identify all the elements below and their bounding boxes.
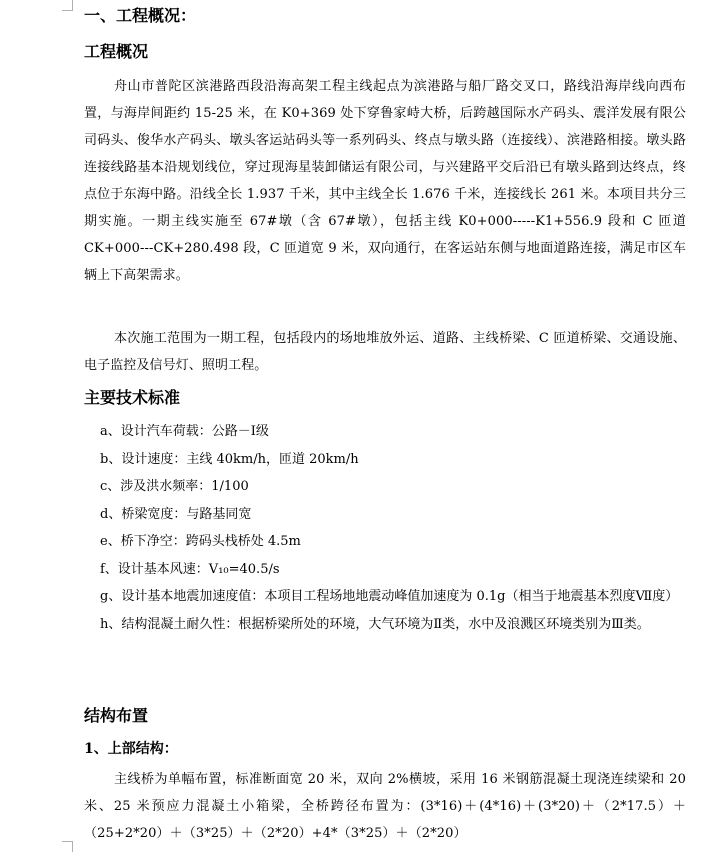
structure-heading: 结构布置 <box>84 706 149 725</box>
crop-mark-bottom <box>62 841 73 852</box>
overview-paragraph-1: 舟山市普陀区滨港路西段沿海高架工程主线起点为滨港路与船厂路交叉口，路线沿海岸线向西布置，与海岸间距约 15-25 米，在 K0+369 处下穿鲁家峙大桥，后跨越国际水产码头、震洋发展有限公司码头、俊华水产码头、墩头客运站码头等一系列码头、终点与墩头路（连接线）、滨港路相接。墩头路连接线路基本沿规划线位，穿过现海星装卸储运有限公司，与兴建路平交后沿已有墩头路到达终点，终点位于东海中路。沿线全长 1.937 千米，其中主线全长 1.676 千米，连接线长 261 米。本项目共分三期实施。一期主线实施至 67#墩（含 67#墩），包括主线 K0+000-----K1+556.9 段和 C 匝道 CK+000---CK+280.498 段，C 匝道宽 9 米，双向通行，在客运站东侧与地面道路连接，满足市区车辆上下高架需求。 <box>84 79 686 283</box>
superstructure-heading: 1、上部结构： <box>84 741 178 757</box>
standard-item-e: e、桥下净空：跨码头栈桥处 4.5m <box>100 534 301 549</box>
standard-item-a: a、设计汽车荷载：公路－Ⅰ级 <box>100 424 269 439</box>
standard-item-h: h、结构混凝土耐久性：根据桥梁所处的环境，大气环境为Ⅱ类，水中及浪溅区环境类别为Ⅲ类。 <box>100 616 650 632</box>
standards-heading: 主要技术标准 <box>84 388 181 407</box>
section-heading: 一、工程概况： <box>84 6 197 25</box>
standard-item-g: g、设计基本地震加速度值：本项目工程场地地震动峰值加速度为 0.1g（相当于地震基本烈度Ⅶ度） <box>100 589 679 604</box>
standards-list <box>84 418 686 638</box>
overview-paragraph-2: 本次施工范围为一期工程，包括段内的场地堆放外运、道路、主线桥梁、C 匝道桥梁、交通设施、电子监控及信号灯、照明工程。 <box>84 331 686 373</box>
overview-heading: 工程概况 <box>84 42 149 61</box>
standard-item-b: b、设计速度：主线 40km/h，匝道 20km/h <box>100 451 359 467</box>
standard-item-f: f、设计基本风速：V₁₀=40.5/s <box>100 561 280 577</box>
standard-item-d: d、桥梁宽度：与路基同宽 <box>100 506 252 522</box>
crop-mark-top <box>62 0 73 11</box>
structure-paragraph: 主线桥为单幅布置，标准断面宽 20 米，双向 2%横坡，采用 16 米钢筋混凝土现浇连续梁和 20 米、25 米预应力混凝土小箱梁，全桥跨径布置为：(3*16)＋(4*16)＋(3*20)＋（2*17.5）＋（25+2*20）＋（3*25）＋（2*20）+4*（3*25）＋（2*20） <box>84 772 686 841</box>
standard-item-c: c、涉及洪水频率：1/100 <box>100 479 249 494</box>
